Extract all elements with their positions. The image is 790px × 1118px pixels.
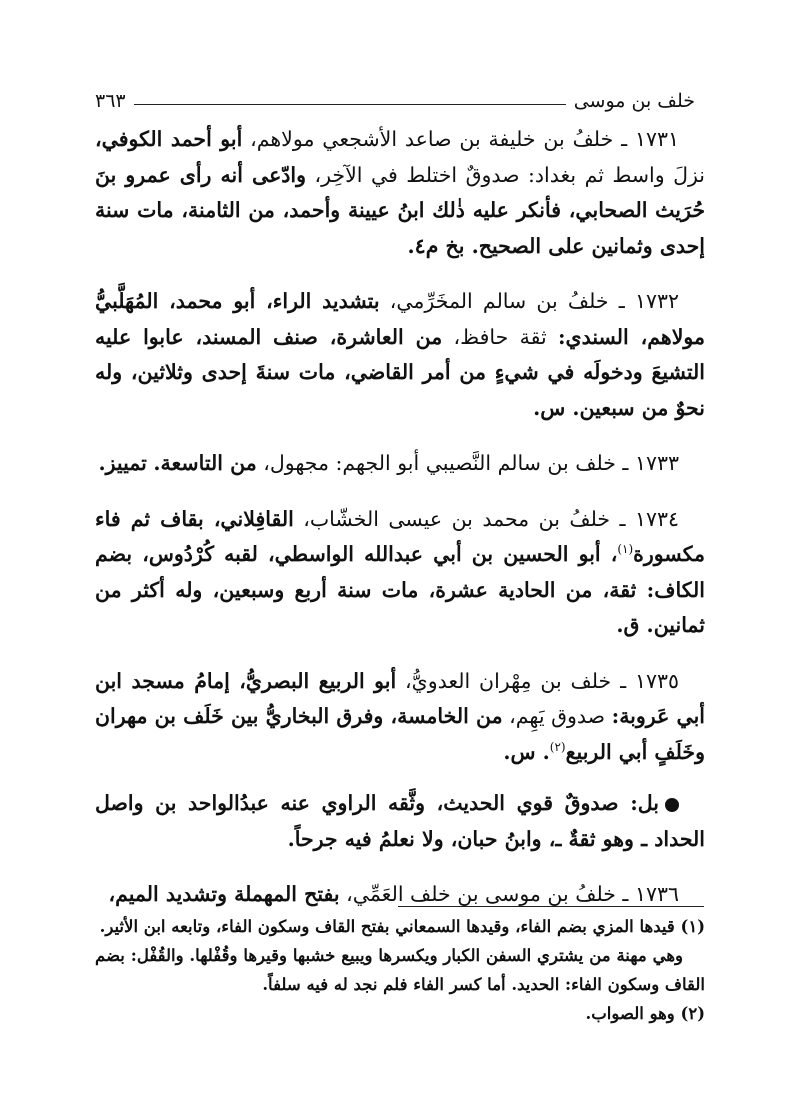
editor-note-text: بل: صدوقٌ قوي الحديث، وثَّقه الراوي عنه عبدُالواحد بن واصل الحداد ـ وهو ثقةٌ ـ، وابنُ حبان، ولا نعلمُ فيه جرحاً.	[95, 791, 705, 851]
footnote-ref-1[interactable]: (١)	[617, 542, 634, 557]
running-header	[95, 82, 695, 112]
header-rule	[134, 104, 566, 105]
entry-name: ١٧٣٤ ـ خلفُ بن محمد بن عيسى الخشّاب،	[293, 506, 679, 531]
entry-1736	[95, 877, 705, 913]
footnote-1: (١) قيدها المزي بضم الفاء، وقيدها السمعاني بفتح القاف وسكون الفاء، وتابعه ابن الأثير.	[99, 917, 705, 936]
editor-note	[95, 786, 705, 857]
entry-nisba: القافِلاني، بقاف ثم فاء مكسورة	[95, 506, 705, 566]
entry-name: ١٧٣١ ـ خلفُ بن خليفة بن صاعد الأشجعي مولاهم،	[242, 127, 679, 151]
entry-details: وادّعى أنه رأى عمرو بنَ حُرَيث الصحابي، فأنكر عليه ذٰلك ابنُ عيينة وأحمد، من الثامنة، مات سنة إحدى وثمانين على الصحيح. بخ م٤.	[95, 162, 705, 258]
entry-tabaqa: من التاسعة.	[153, 451, 257, 475]
page-number: ٣٦٣	[95, 90, 126, 112]
footnote-1-continued: وهي مهنة من يشتري السفن الكبار ويكسرها ويبيع خشبها وقيرها وقُفْلها. والقُفْل: بضم القاف وسكون الفاء: الحديد. أما كسر الفاء فلم نجد له فيه سلفاً.	[95, 946, 705, 994]
entry-kunya: أبو الربيع البصريُّ، إمامُ مسجد ابن أبي عَروبة:	[95, 668, 705, 728]
entry-name: ١٧٣٦ ـ خلفُ بن موسى بن خلف العَمِّي،	[339, 882, 679, 906]
entry-1732	[95, 284, 705, 426]
bullet-icon	[665, 798, 679, 812]
entry-details: تمييز.	[98, 451, 147, 475]
footnotes	[95, 912, 705, 1028]
entry-kunya: بتشديد الراء، أبو محمد، المُهَلَّبيُّ مولاهم، السندي:	[95, 289, 705, 349]
entry-details: بفتح المهملة وتشديد الميم،	[108, 882, 340, 906]
entry-1731	[95, 122, 705, 264]
entry-grade: صدوق يَهِم،	[502, 704, 612, 728]
entry-1735	[95, 664, 705, 771]
footnote-ref-2[interactable]: (٢)	[549, 739, 566, 754]
page-body	[95, 122, 705, 933]
entry-kunya: ، أبو الحسين بن أبي عبدالله الواسطي، لقبه كُرْدُوس، بضم الكاف: ثقة،	[95, 542, 705, 602]
footnote-divider	[398, 906, 704, 907]
entry-details: من الحادية عشرة، مات سنة أربع وسبعين، وله أكثر من ثمانين. ق.	[95, 577, 705, 637]
entry-name: ١٧٣٣ ـ خلف بن سالم النَّصيبي أبو الجهم: مجهول،	[256, 451, 679, 475]
entry-details: من العاشرة، صنف المسند، عابوا عليه التشيعَ ودخولَه في شيءٍ من أمر القاضي، مات سنةَ إحدى وثلاثين، وله نحوٌ من سبعين. س.	[95, 324, 705, 420]
entry-kunya: أبو أحمد الكوفي،	[95, 127, 243, 151]
entry-siglum: . س.	[503, 739, 550, 764]
entry-details: من الخامسة، وفرق البخاريُّ بين خَلَف بن مهران وخَلَفٍ أبي الربيع	[95, 704, 705, 764]
entry-1733	[95, 446, 705, 482]
entry-name: ١٧٣٥ ـ خلف بن مِهْران العدويُّ،	[396, 668, 679, 693]
header-title: خلف بن موسى	[573, 90, 695, 112]
entry-1734	[95, 502, 705, 644]
entry-name: ١٧٣٢ ـ خلفُ بن سالم المخَرِّمي،	[379, 289, 679, 313]
footnote-2: (٢) وهو الصواب.	[585, 1004, 705, 1023]
entry-grade: نزلَ واسط ثم بغداد: صدوقٌ اختلط في الآخِر،	[306, 162, 705, 187]
entry-grade: ثقة حافظ،	[442, 324, 558, 349]
